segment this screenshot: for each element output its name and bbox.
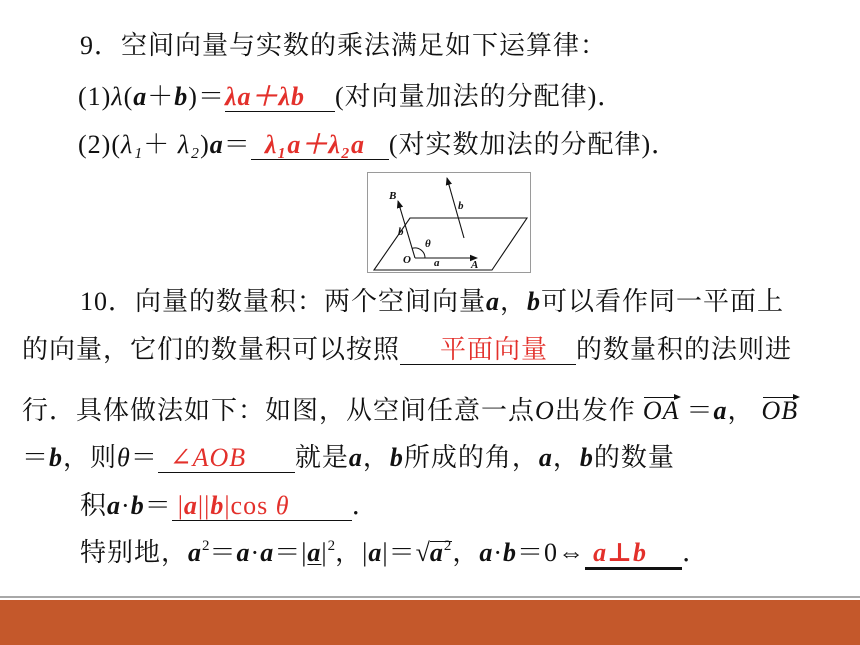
equals-sign: ＝ (686, 396, 714, 425)
text-run: 行．具体做法如下：如图，从空间任意一点 (22, 396, 536, 425)
vector-b: b (174, 82, 189, 111)
answer-angle-AOB: ∠AOB (169, 443, 247, 472)
text-run: 的数量积的法则进 (576, 335, 793, 364)
theta-symbol: θ (117, 443, 131, 472)
lambda-1-symbol: λ₁ (120, 130, 144, 159)
label-vector-b-OB: b (398, 226, 404, 238)
equals-sign: ＝ (209, 538, 237, 567)
equals-sign: ＝ (130, 443, 158, 472)
vector-a: a (133, 82, 148, 111)
answer-rule-2: λ₁a＋λ₂a (264, 130, 366, 159)
label-vector-a: a (434, 257, 440, 269)
open-paren: ( (123, 82, 134, 111)
text-run: 10．向量的数量积：两个空间向量 (80, 287, 487, 316)
text-run: 的数量 (593, 443, 675, 472)
exponent-2: 2 (327, 538, 336, 554)
rule-1-label: (1) (78, 82, 112, 111)
vector-a: a (188, 538, 203, 567)
dot-operator: · (121, 491, 131, 520)
period: ． (682, 538, 710, 567)
answer-vector-b: b (210, 491, 225, 520)
vector-a: a (713, 396, 728, 425)
vector-angle-figure (367, 172, 531, 273)
answer-blank-perpendicular (585, 538, 682, 570)
answer-run: | (177, 491, 184, 520)
comma: ， (362, 443, 390, 472)
vector-a: a (307, 538, 322, 567)
answer-run: |cos (224, 491, 276, 520)
abs-bar: | (321, 538, 328, 567)
comma: ， (452, 538, 480, 567)
item-10-line-5 (80, 490, 379, 522)
vector-a: a (107, 491, 122, 520)
answer-perpendicular: a⊥b (593, 538, 648, 567)
vector-a: a (538, 443, 553, 472)
text-run: 所成的角， (403, 443, 539, 472)
answer-blank-rule-1 (225, 82, 335, 112)
rule-2-line (78, 129, 678, 161)
vector-OA-notation: OA (642, 396, 680, 425)
label-point-B: B (389, 190, 397, 202)
rule-1-note: (对向量加法的分配律)． (334, 82, 625, 111)
rule-2-label: (2)( (78, 130, 121, 159)
text-run: ，| (335, 538, 369, 567)
footer-divider-line (0, 596, 860, 598)
item-10-line-4 (22, 442, 675, 474)
text-run: 特别地， (80, 538, 189, 567)
item-10-line-3 (22, 395, 805, 427)
text-run: 出发作 (554, 396, 636, 425)
text-run: 积 (80, 491, 108, 520)
vector-OB-notation: OB (761, 396, 799, 425)
text-run: |＝ (382, 538, 416, 567)
item-10-line-2 (22, 334, 792, 366)
vector-b: b (49, 443, 64, 472)
rule-2-note: (对实数加法的分配律)． (388, 130, 679, 159)
close-paren-equals: )＝ (188, 82, 225, 111)
footer-color-band (0, 600, 860, 645)
equals-sign: ＝ (22, 443, 50, 472)
text-run: 就是 (294, 443, 349, 472)
comma: ， (727, 396, 755, 425)
vector-b: b (503, 538, 518, 567)
label-point-A: A (471, 259, 479, 271)
answer-vector-a: a (183, 491, 198, 520)
answer-blank-dot-product (172, 491, 352, 521)
lambda-symbol: λ (111, 82, 124, 111)
answer-blank-angle (158, 443, 295, 473)
exponent-2: 2 (202, 538, 210, 554)
vector-a: a (486, 287, 501, 316)
point-O: O (535, 396, 555, 425)
comma: ， (500, 287, 528, 316)
answer-plane-vectors: 平面向量 (440, 335, 549, 364)
label-angle-theta: θ (425, 238, 431, 250)
dot-operator: · (493, 538, 504, 567)
dot-operator: · (250, 538, 261, 567)
vector-a: a (348, 443, 363, 472)
rule-1-line (78, 81, 624, 113)
answer-run: || (197, 491, 211, 520)
lambda-2-symbol: λ₂ (177, 130, 201, 159)
equals-sign: ＝ (223, 130, 251, 159)
item-9-heading: 9．空间向量与实数的乘法满足如下运算律： (80, 31, 608, 60)
sqrt-radical-sign: √ (415, 538, 431, 567)
answer-rule-1: λa＋λb (224, 82, 306, 111)
answer-blank-rule-2 (251, 130, 389, 160)
text-run: ＝| (274, 538, 308, 567)
item-10-line-6 (80, 537, 709, 570)
exponent-2: 2 (443, 538, 452, 554)
text-run: ＝0⇔ (517, 538, 586, 567)
label-point-O: O (403, 254, 411, 266)
comma: ， (552, 443, 580, 472)
vector-a: a (236, 538, 251, 567)
answer-blank-plane-vectors (400, 335, 576, 365)
vector-b: b (130, 491, 145, 520)
plus-sign: ＋ (143, 130, 178, 159)
vector-a: a (429, 538, 444, 567)
sqrt-radicand (429, 538, 453, 567)
vector-a: a (368, 538, 383, 567)
figure-canvas (367, 172, 531, 273)
vector-a: a (479, 538, 494, 567)
vector-a: a (260, 538, 275, 567)
item-10-line-1 (80, 286, 784, 318)
vector-b: b (579, 443, 594, 472)
answer-theta: θ (275, 491, 290, 520)
vector-b: b (389, 443, 404, 472)
vector-b: b (527, 287, 542, 316)
plus-sign: ＋ (147, 82, 175, 111)
text-run: 的向量，它们的数量积可以按照 (22, 335, 401, 364)
label-vector-b-free: b (458, 200, 464, 212)
text-run: 可以看作同一平面上 (541, 287, 785, 316)
period: ． (351, 491, 379, 520)
close-paren: ) (200, 130, 210, 159)
vector-a: a (209, 130, 224, 159)
equals-sign: ＝ (144, 491, 172, 520)
answer-dot-product (178, 491, 290, 520)
text-run: ，则 (63, 443, 118, 472)
